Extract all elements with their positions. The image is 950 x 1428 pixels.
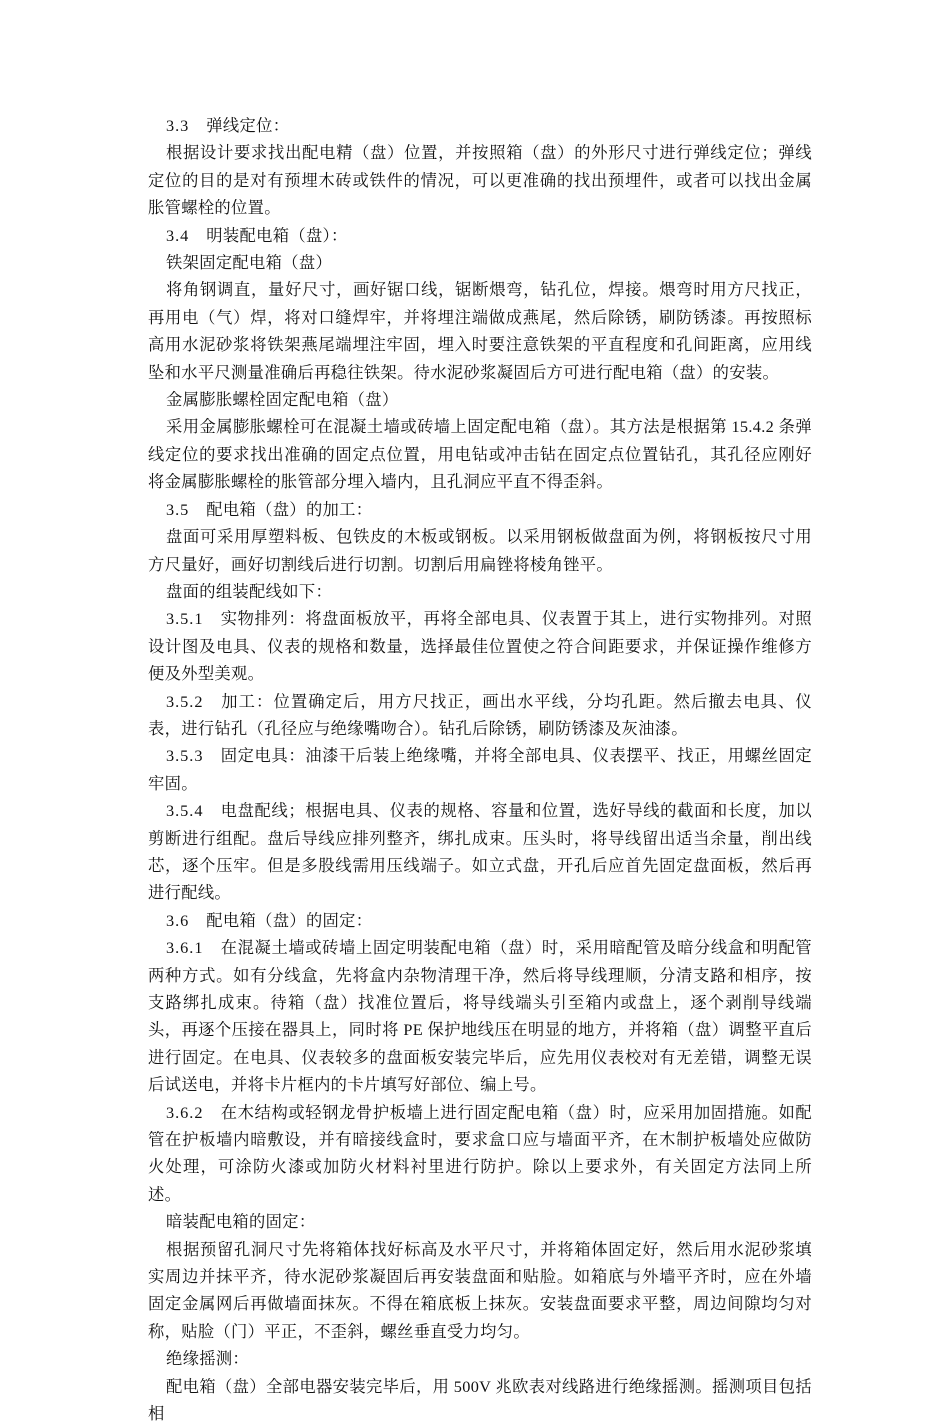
sub-heading: 暗装配电箱的固定： bbox=[166, 1212, 316, 1232]
section-heading bbox=[148, 222, 812, 249]
section-heading-text: 配电箱（盘）的加工： bbox=[206, 499, 373, 519]
section-number: 3.5 bbox=[166, 499, 190, 519]
body-paragraph: 采用金属膨胀螺栓可在混凝土墙或砖墙上固定配电箱（盘）。其方法是根据第 15.4.2 条弹线定位的要求找出准确的固定点位置，用电钻或冲击钻在固定点位置钻孔，其孔径应刚好将金属膨胀螺栓的胀管部分埋入墙内，且孔洞应平直不得歪斜。 bbox=[148, 417, 812, 492]
paragraph-number: 3.5.3 bbox=[166, 746, 204, 766]
body-paragraph: 将角钢调直，量好尺寸，画好锯口线，锯断煨弯，钻孔位，焊接。煨弯时用方尺找正，再用电（气）焊，将对口缝焊牢，并将埋注端做成燕尾，然后除锈，刷防锈漆。再按照标高用水泥砂浆将铁架燕尾端埋注牢固，埋入时要注意铁架的平直程度和孔间距离，应用线坠和水平尺测量准确后再稳往铁架。待水泥砂浆凝固后方可进行配电箱（盘）的安装。 bbox=[148, 280, 812, 382]
numbered-paragraph bbox=[148, 934, 812, 1098]
document-text-column bbox=[148, 112, 812, 1428]
body-paragraph: 根据预留孔洞尺寸先将箱体找好标高及水平尺寸，并将箱体固定好，然后用水泥砂浆填实周边并抹平齐，待水泥砂浆凝固后再安装盘面和贴脸。如箱底与外墙平齐时，应在外墙固定金属网后再做墙面抹灰。不得在箱底板上抹灰。安装盘面要求平整，周边间隙均匀对称，贴脸（门）平正，不歪斜，螺丝垂直受力均匀。 bbox=[148, 1239, 812, 1341]
paragraph-text: 固定电具：油漆干后装上绝缘嘴，并将全部电具、仪表摆平、找正，用螺丝固定牢固。 bbox=[148, 746, 812, 793]
section-heading-text: 明装配电箱（盘）： bbox=[206, 225, 348, 245]
paragraph-number: 3.5.2 bbox=[166, 691, 204, 711]
numbered-paragraph bbox=[148, 605, 812, 687]
sub-heading: 铁架固定配电箱（盘） bbox=[166, 253, 333, 273]
paragraph-number: 3.6.1 bbox=[166, 938, 204, 958]
sub-heading: 绝缘摇测： bbox=[166, 1349, 250, 1369]
numbered-paragraph bbox=[148, 688, 812, 743]
sub-heading: 盘面的组装配线如下： bbox=[166, 581, 333, 601]
body-paragraph: 盘面可采用厚塑料板、包铁皮的木板或钢板。以采用钢板做盘面为例，将钢板按尺寸用方尺量好，画好切割线后进行切割。切割后用扁锉将棱角锉平。 bbox=[148, 527, 812, 574]
section-number: 3.3 bbox=[166, 116, 190, 135]
paragraph-text: 在混凝土墙或砖墙上固定明装配电箱（盘）时，采用暗配管及暗分线盒和明配管两种方式。如有分线盒，先将盒内杂物清理干净，然后将导线理顺，分清支路和相序，按支路绑扎成束。待箱（盘）找准位置后，将导线端头引至箱内或盘上，逐个剥削导线端头，再逐个压接在器具上，同时将 PE 保护地线压在明显的地方，并将箱（盘）调整平直后进行固定。在电具、仪表较多的盘面板安装完毕后，应先用仪表校对有无差错，调整无误后试送电，并将卡片框内的卡片填写好部位、编上号。 bbox=[148, 938, 812, 1095]
numbered-paragraph bbox=[148, 797, 812, 907]
paragraph-number: 3.5.1 bbox=[166, 609, 204, 629]
section-heading-text: 弹线定位： bbox=[206, 116, 290, 135]
numbered-paragraph bbox=[148, 742, 812, 797]
paragraph-text: 在木结构或轻钢龙骨护板墙上进行固定配电箱（盘）时，应采用加固措施。如配管在护板墙内暗敷设，并有暗接线盒时，要求盒口应与墙面平齐，在木制护板墙处应做防火处理，可涂防火漆或加防火材料衬里进行防护。除以上要求外，有关固定方法同上所述。 bbox=[148, 1102, 812, 1204]
paragraph-text: 电盘配线；根据电具、仪表的规格、容量和位置，选好导线的截面和长度，加以剪断进行组配。盘后导线应排列整齐，绑扎成束。压头时，将导线留出适当余量，削出线芯，逐个压牢。但是多股线需用压线端子。如立式盘，开孔后应首先固定盘面板，然后再进行配线。 bbox=[148, 801, 812, 903]
section-heading-text: 配电箱（盘）的固定： bbox=[206, 910, 373, 930]
paragraph-text: 加工：位置确定后，用方尺找正，画出水平线，分均孔距。然后撤去电具、仪表，进行钻孔（孔径应与绝缘嘴吻合）。钻孔后除锈，刷防锈漆及灰油漆。 bbox=[148, 691, 812, 738]
section-heading bbox=[148, 112, 812, 139]
section-number: 3.6 bbox=[166, 910, 190, 930]
paragraph-number: 3.6.2 bbox=[166, 1102, 204, 1122]
section-heading bbox=[148, 496, 812, 523]
section-heading bbox=[148, 907, 812, 934]
paragraph-text: 实物排列：将盘面板放平，再将全部电具、仪表置于其上，进行实物排列。对照设计图及电具、仪表的规格和数量，选择最佳位置使之符合间距要求，并保证操作维修方便及外型美观。 bbox=[148, 609, 812, 684]
body-paragraph: 根据设计要求找出配电精（盘）位置，并按照箱（盘）的外形尺寸进行弹线定位；弹线定位的目的是对有预埋木砖或铁件的情况，可以更准确的找出预埋件，或者可以找出金属胀管螺栓的位置。 bbox=[148, 143, 812, 218]
body-paragraph: 配电箱（盘）全部电器安装完毕后，用 500V 兆欧表对线路进行绝缘摇测。摇测项目包括相 bbox=[148, 1376, 812, 1424]
sub-heading: 金属膨胀螺栓固定配电箱（盘） bbox=[166, 390, 399, 410]
numbered-paragraph bbox=[148, 1099, 812, 1209]
paragraph-number: 3.5.4 bbox=[166, 801, 204, 821]
section-number: 3.4 bbox=[166, 225, 190, 245]
